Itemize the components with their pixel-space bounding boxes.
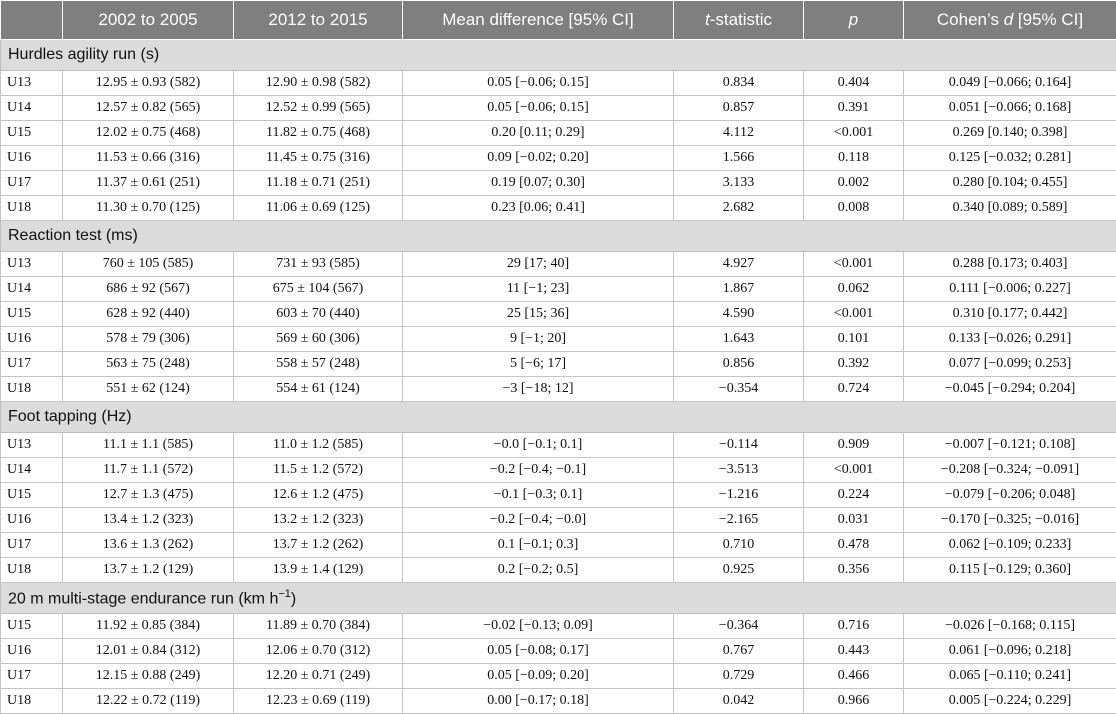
age-group-cell: U15: [1, 302, 63, 327]
t-statistic-cell: −3.513: [674, 458, 804, 483]
t-statistic-cell: 1.566: [674, 146, 804, 171]
mean-difference-cell: −3 [−18; 12]: [403, 377, 674, 402]
t-statistic-cell: 1.643: [674, 327, 804, 352]
period-2002-2005-cell: 13.7 ± 1.2 (129): [63, 558, 234, 583]
age-group-cell: U15: [1, 121, 63, 146]
table-header: [1, 1, 1116, 40]
table-row: [1, 171, 1116, 196]
period-2002-2005-cell: 11.53 ± 0.66 (316): [63, 146, 234, 171]
section-title: [1, 221, 1116, 252]
cohens-d-cell: 0.115 [−0.129; 0.360]: [904, 558, 1116, 583]
period-2012-2015-cell: 11.45 ± 0.75 (316): [234, 146, 403, 171]
period-2012-2015-cell: 11.89 ± 0.70 (384): [234, 614, 403, 639]
table-row: [1, 252, 1116, 277]
period-2002-2005-cell: 12.02 ± 0.75 (468): [63, 121, 234, 146]
p-value-cell: 0.008: [804, 196, 904, 221]
table-row: [1, 121, 1116, 146]
period-2002-2005-cell: 12.95 ± 0.93 (582): [63, 71, 234, 96]
cohens-d-cell: 0.051 [−0.066; 0.168]: [904, 96, 1116, 121]
section-title-text: Reaction test (ms): [8, 227, 138, 244]
cohens-d-cell: 0.061 [−0.096; 0.218]: [904, 639, 1116, 664]
t-statistic-cell: −0.354: [674, 377, 804, 402]
t-statistic-cell: 0.767: [674, 639, 804, 664]
age-group-cell: U18: [1, 377, 63, 402]
p-value-cell: 0.724: [804, 377, 904, 402]
period-2002-2005-cell: 12.01 ± 0.84 (312): [63, 639, 234, 664]
table-row: [1, 689, 1116, 714]
header-period-2002-2005: 2002 to 2005: [63, 1, 234, 40]
period-2002-2005-cell: 12.22 ± 0.72 (119): [63, 689, 234, 714]
table-row: [1, 639, 1116, 664]
cohens-d-cell: 0.288 [0.173; 0.403]: [904, 252, 1116, 277]
section-row: [1, 221, 1116, 252]
age-group-cell: U17: [1, 171, 63, 196]
period-2012-2015-cell: 11.06 ± 0.69 (125): [234, 196, 403, 221]
mean-difference-cell: −0.2 [−0.4; −0.1]: [403, 458, 674, 483]
mean-difference-cell: −0.2 [−0.4; −0.0]: [403, 508, 674, 533]
p-symbol: p: [849, 10, 858, 29]
p-value-cell: 0.478: [804, 533, 904, 558]
section-title-superscript: −1: [278, 588, 291, 600]
mean-difference-cell: 5 [−6; 17]: [403, 352, 674, 377]
cohens-d-cell: 0.133 [−0.026; 0.291]: [904, 327, 1116, 352]
t-statistic-cell: 1.867: [674, 277, 804, 302]
table-row: [1, 302, 1116, 327]
period-2002-2005-cell: 12.7 ± 1.3 (475): [63, 483, 234, 508]
mean-difference-cell: 11 [−1; 23]: [403, 277, 674, 302]
p-value-cell: 0.909: [804, 433, 904, 458]
table-row: [1, 146, 1116, 171]
mean-difference-cell: 0.2 [−0.2; 0.5]: [403, 558, 674, 583]
t-statistic-suffix: -statistic: [710, 10, 772, 29]
table-row: [1, 664, 1116, 689]
table-row: [1, 71, 1116, 96]
cohens-suffix: [95% CI]: [1013, 10, 1083, 29]
period-2012-2015-cell: 13.7 ± 1.2 (262): [234, 533, 403, 558]
table-row: [1, 533, 1116, 558]
mean-difference-cell: 0.1 [−0.1; 0.3]: [403, 533, 674, 558]
table-row: [1, 458, 1116, 483]
cohens-d-cell: 0.111 [−0.006; 0.227]: [904, 277, 1116, 302]
t-statistic-cell: −2.165: [674, 508, 804, 533]
period-2002-2005-cell: 13.4 ± 1.2 (323): [63, 508, 234, 533]
period-2012-2015-cell: 11.82 ± 0.75 (468): [234, 121, 403, 146]
cohens-d-cell: 0.005 [−0.224; 0.229]: [904, 689, 1116, 714]
header-p-value: [804, 1, 904, 40]
period-2002-2005-cell: 760 ± 105 (585): [63, 252, 234, 277]
age-group-cell: U13: [1, 433, 63, 458]
mean-difference-cell: 0.09 [−0.02; 0.20]: [403, 146, 674, 171]
p-value-cell: 0.716: [804, 614, 904, 639]
table-row: [1, 508, 1116, 533]
p-value-cell: 0.002: [804, 171, 904, 196]
p-value-cell: 0.224: [804, 483, 904, 508]
p-value-cell: 0.466: [804, 664, 904, 689]
p-value-cell: 0.443: [804, 639, 904, 664]
table-row: [1, 277, 1116, 302]
mean-difference-cell: 0.05 [−0.06; 0.15]: [403, 96, 674, 121]
cohens-d-cell: −0.170 [−0.325; −0.016]: [904, 508, 1116, 533]
t-statistic-cell: 0.856: [674, 352, 804, 377]
header-row: [1, 1, 1116, 40]
t-statistic-cell: 4.112: [674, 121, 804, 146]
t-statistic-cell: 2.682: [674, 196, 804, 221]
mean-difference-cell: 0.20 [0.11; 0.29]: [403, 121, 674, 146]
table-row: [1, 352, 1116, 377]
mean-difference-cell: 9 [−1; 20]: [403, 327, 674, 352]
age-group-cell: U16: [1, 146, 63, 171]
t-statistic-cell: 3.133: [674, 171, 804, 196]
p-value-cell: 0.062: [804, 277, 904, 302]
t-statistic-cell: 0.834: [674, 71, 804, 96]
mean-difference-cell: 0.00 [−0.17; 0.18]: [403, 689, 674, 714]
period-2002-2005-cell: 12.15 ± 0.88 (249): [63, 664, 234, 689]
period-2012-2015-cell: 11.18 ± 0.71 (251): [234, 171, 403, 196]
p-value-cell: <0.001: [804, 458, 904, 483]
age-group-cell: U14: [1, 277, 63, 302]
section-row: [1, 583, 1116, 614]
age-group-cell: U13: [1, 71, 63, 96]
mean-difference-cell: 29 [17; 40]: [403, 252, 674, 277]
period-2012-2015-cell: 731 ± 93 (585): [234, 252, 403, 277]
cohens-d-cell: −0.045 [−0.294; 0.204]: [904, 377, 1116, 402]
age-group-cell: U18: [1, 196, 63, 221]
table-row: [1, 614, 1116, 639]
age-group-cell: U15: [1, 483, 63, 508]
cohens-d-cell: −0.007 [−0.121; 0.108]: [904, 433, 1116, 458]
mean-difference-cell: 25 [15; 36]: [403, 302, 674, 327]
header-age-group: [1, 1, 63, 40]
mean-difference-cell: −0.0 [−0.1; 0.1]: [403, 433, 674, 458]
cohens-d-cell: 0.340 [0.089; 0.589]: [904, 196, 1116, 221]
period-2002-2005-cell: 563 ± 75 (248): [63, 352, 234, 377]
period-2012-2015-cell: 12.20 ± 0.71 (249): [234, 664, 403, 689]
period-2012-2015-cell: 13.2 ± 1.2 (323): [234, 508, 403, 533]
p-value-cell: 0.356: [804, 558, 904, 583]
section-row: [1, 402, 1116, 433]
t-statistic-cell: 4.927: [674, 252, 804, 277]
table-row: [1, 377, 1116, 402]
period-2012-2015-cell: 569 ± 60 (306): [234, 327, 403, 352]
age-group-cell: U17: [1, 533, 63, 558]
d-symbol: d: [1004, 10, 1013, 29]
age-group-cell: U16: [1, 508, 63, 533]
section-title-text: 20 m multi-stage endurance run (km h: [8, 590, 278, 607]
table-row: [1, 558, 1116, 583]
period-2012-2015-cell: 554 ± 61 (124): [234, 377, 403, 402]
cohens-d-cell: 0.049 [−0.066; 0.164]: [904, 71, 1116, 96]
age-group-cell: U14: [1, 96, 63, 121]
section-title-text: Hurdles agility run (s): [8, 46, 159, 63]
cohens-d-cell: 0.077 [−0.099; 0.253]: [904, 352, 1116, 377]
period-2012-2015-cell: 603 ± 70 (440): [234, 302, 403, 327]
period-2002-2005-cell: 686 ± 92 (567): [63, 277, 234, 302]
mean-difference-cell: 0.05 [−0.09; 0.20]: [403, 664, 674, 689]
cohens-d-cell: −0.208 [−0.324; −0.091]: [904, 458, 1116, 483]
table-row: [1, 327, 1116, 352]
p-value-cell: 0.966: [804, 689, 904, 714]
header-cohens-d: [904, 1, 1116, 40]
section-title-end: ): [291, 590, 296, 607]
p-value-cell: 0.391: [804, 96, 904, 121]
cohens-d-cell: −0.079 [−0.206; 0.048]: [904, 483, 1116, 508]
p-value-cell: 0.101: [804, 327, 904, 352]
mean-difference-cell: 0.05 [−0.08; 0.17]: [403, 639, 674, 664]
p-value-cell: 0.404: [804, 71, 904, 96]
header-mean-difference: Mean difference [95% CI]: [403, 1, 674, 40]
period-2012-2015-cell: 558 ± 57 (248): [234, 352, 403, 377]
t-statistic-cell: 0.710: [674, 533, 804, 558]
header-period-2012-2015: 2012 to 2015: [234, 1, 403, 40]
period-2012-2015-cell: 12.06 ± 0.70 (312): [234, 639, 403, 664]
period-2012-2015-cell: 11.0 ± 1.2 (585): [234, 433, 403, 458]
cohens-d-cell: 0.280 [0.104; 0.455]: [904, 171, 1116, 196]
t-statistic-cell: 0.925: [674, 558, 804, 583]
table-body: [1, 40, 1116, 714]
table-row: [1, 433, 1116, 458]
period-2012-2015-cell: 675 ± 104 (567): [234, 277, 403, 302]
section-title-text: Foot tapping (Hz): [8, 408, 132, 425]
section-title: [1, 583, 1116, 614]
t-symbol: t: [705, 10, 710, 29]
mean-difference-cell: 0.19 [0.07; 0.30]: [403, 171, 674, 196]
mean-difference-cell: −0.02 [−0.13; 0.09]: [403, 614, 674, 639]
period-2012-2015-cell: 12.52 ± 0.99 (565): [234, 96, 403, 121]
cohens-d-cell: 0.065 [−0.110; 0.241]: [904, 664, 1116, 689]
age-group-cell: U17: [1, 664, 63, 689]
cohens-d-cell: 0.062 [−0.109; 0.233]: [904, 533, 1116, 558]
period-2012-2015-cell: 12.6 ± 1.2 (475): [234, 483, 403, 508]
period-2012-2015-cell: 13.9 ± 1.4 (129): [234, 558, 403, 583]
t-statistic-cell: 0.857: [674, 96, 804, 121]
t-statistic-cell: 0.042: [674, 689, 804, 714]
p-value-cell: 0.392: [804, 352, 904, 377]
mean-difference-cell: 0.05 [−0.06; 0.15]: [403, 71, 674, 96]
section-row: [1, 40, 1116, 71]
p-value-cell: 0.118: [804, 146, 904, 171]
p-value-cell: <0.001: [804, 252, 904, 277]
period-2002-2005-cell: 11.7 ± 1.1 (572): [63, 458, 234, 483]
table-row: [1, 96, 1116, 121]
period-2002-2005-cell: 11.1 ± 1.1 (585): [63, 433, 234, 458]
period-2002-2005-cell: 12.57 ± 0.82 (565): [63, 96, 234, 121]
section-title: [1, 40, 1116, 71]
period-2012-2015-cell: 12.23 ± 0.69 (119): [234, 689, 403, 714]
p-value-cell: <0.001: [804, 302, 904, 327]
cohens-prefix: Cohen’s: [937, 10, 1004, 29]
mean-difference-cell: −0.1 [−0.3; 0.1]: [403, 483, 674, 508]
cohens-d-cell: 0.125 [−0.032; 0.281]: [904, 146, 1116, 171]
period-2002-2005-cell: 551 ± 62 (124): [63, 377, 234, 402]
age-group-cell: U13: [1, 252, 63, 277]
period-2002-2005-cell: 11.30 ± 0.70 (125): [63, 196, 234, 221]
age-group-cell: U14: [1, 458, 63, 483]
cohens-d-cell: −0.026 [−0.168; 0.115]: [904, 614, 1116, 639]
period-2002-2005-cell: 578 ± 79 (306): [63, 327, 234, 352]
age-group-cell: U18: [1, 558, 63, 583]
age-group-cell: U16: [1, 327, 63, 352]
table-row: [1, 483, 1116, 508]
period-2002-2005-cell: 13.6 ± 1.3 (262): [63, 533, 234, 558]
period-2002-2005-cell: 11.92 ± 0.85 (384): [63, 614, 234, 639]
age-group-cell: U15: [1, 614, 63, 639]
t-statistic-cell: 0.729: [674, 664, 804, 689]
age-group-cell: U17: [1, 352, 63, 377]
header-t-statistic: [674, 1, 804, 40]
age-group-cell: U16: [1, 639, 63, 664]
t-statistic-cell: 4.590: [674, 302, 804, 327]
section-title: [1, 402, 1116, 433]
t-statistic-cell: −0.114: [674, 433, 804, 458]
mean-difference-cell: 0.23 [0.06; 0.41]: [403, 196, 674, 221]
period-2012-2015-cell: 12.90 ± 0.98 (582): [234, 71, 403, 96]
cohens-d-cell: 0.269 [0.140; 0.398]: [904, 121, 1116, 146]
period-2012-2015-cell: 11.5 ± 1.2 (572): [234, 458, 403, 483]
p-value-cell: 0.031: [804, 508, 904, 533]
p-value-cell: <0.001: [804, 121, 904, 146]
period-2002-2005-cell: 628 ± 92 (440): [63, 302, 234, 327]
period-2002-2005-cell: 11.37 ± 0.61 (251): [63, 171, 234, 196]
table-row: [1, 196, 1116, 221]
t-statistic-cell: −0.364: [674, 614, 804, 639]
cohens-d-cell: 0.310 [0.177; 0.442]: [904, 302, 1116, 327]
t-statistic-cell: −1.216: [674, 483, 804, 508]
age-group-cell: U18: [1, 689, 63, 714]
